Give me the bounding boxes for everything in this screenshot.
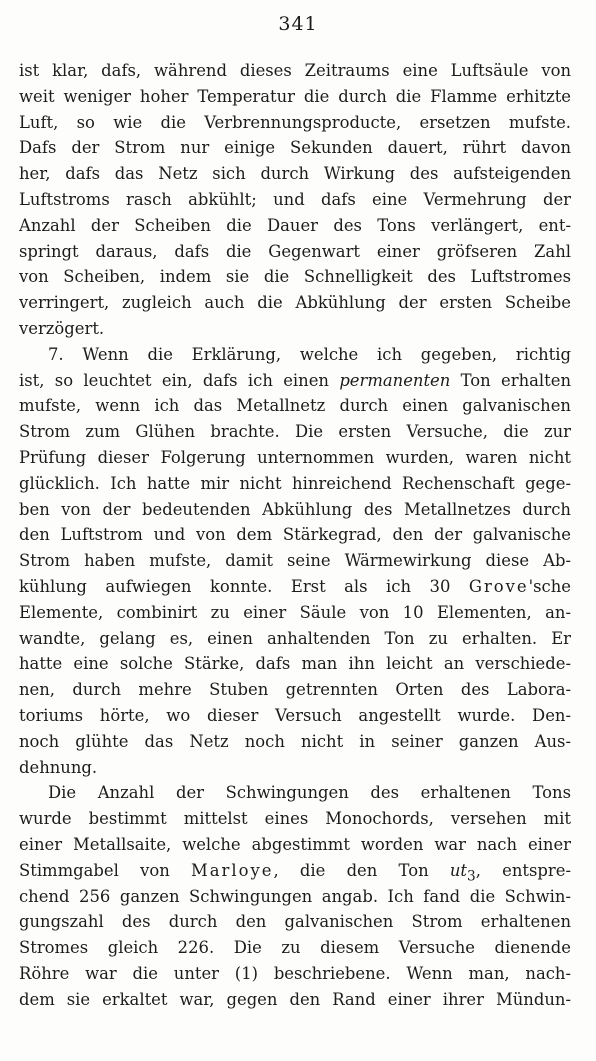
- text-line: wurde bestimmt mittelst eines Monochords, versehen mit: [19, 809, 571, 829]
- text-line: einer Metallsaite, welche abgestimmt worden war nach einer: [19, 834, 571, 854]
- text-line: mufste, wenn ich das Metallnetz durch einen galvanischen: [19, 396, 571, 416]
- text-line: [19, 368, 571, 394]
- text-line: springt daraus, dafs die Gegenwart einer gröfseren Zahl: [19, 241, 571, 261]
- text-line: Röhre war die unter (1) beschriebene. Wenn man, nach-: [19, 963, 571, 983]
- text-line: nen, durch mehre Stuben getrennten Orten des Labora-: [19, 680, 571, 700]
- text-line: Stromes gleich 226. Die zu diesem Versuche dienende: [19, 938, 571, 958]
- emphasized-word: permanenten: [339, 370, 451, 390]
- text-line: Strom haben mufste, damit seine Wärmewirkung diese Ab-: [19, 551, 571, 571]
- text-line: Luft, so wie die Verbrennungsproducte, ersetzen mufste.: [19, 112, 571, 132]
- text-line: Elemente, combinirt zu einer Säule von 10 Elementen, an-: [19, 602, 571, 622]
- text-fragment: , entspre-: [475, 860, 571, 880]
- text-fragment: 'sche: [528, 576, 571, 596]
- text-line: wandte, gelang es, einen anhaltenden Ton zu erhalten. Er: [19, 628, 571, 648]
- text-line: Dafs der Strom nur einige Sekunden dauert, rührt davon: [19, 138, 571, 158]
- body-text: [19, 58, 571, 1012]
- text-line: Anzahl der Scheiben die Dauer des Tons verlängert, ent-: [19, 215, 571, 235]
- text-fragment: Stimmgabel von: [19, 860, 170, 880]
- text-line: dem sie erkaltet war, gegen den Rand einer ihrer Mündun-: [19, 989, 571, 1009]
- text-fragment: Ton erhalten: [450, 370, 571, 390]
- text-line: von Scheiben, indem sie die Schnelligkeit des Luftstromes: [19, 267, 571, 287]
- text-line: hatte eine solche Stärke, dafs man ihn leicht an verschiede-: [19, 654, 571, 674]
- text-line: [19, 858, 571, 884]
- text-line: Strom zum Glühen brachte. Die ersten Versuche, die zur: [19, 422, 571, 442]
- text-line: noch glühte das Netz noch nicht in seiner ganzen Aus-: [19, 731, 571, 751]
- text-line: [19, 574, 571, 600]
- text-fragment: ist, so leuchtet ein, dafs ich einen: [19, 370, 340, 390]
- text-line: weit weniger hoher Temperatur die durch die Flamme erhitzte: [19, 86, 571, 106]
- text-line: Prüfung dieser Folgerung unternommen wurden, waren nicht: [19, 447, 571, 467]
- text-fragment: , die den Ton: [273, 860, 450, 880]
- spaced-name: Marloye: [191, 860, 274, 880]
- text-line: gungszahl des durch den galvanischen Strom erhaltenen: [19, 912, 571, 932]
- note-subscript: 3: [467, 867, 476, 884]
- text-line: glücklich. Ich hatte mir nicht hinreichend Rechenschaft gege-: [19, 473, 571, 493]
- text-line: ben von der bedeutenden Abkühlung des Metallnetzes durch: [19, 499, 571, 519]
- text-line: her, dafs das Netz sich durch Wirkung des aufsteigenden: [19, 164, 571, 184]
- text-line: den Luftstrom und von dem Stärkegrad, den der galvanische: [19, 525, 571, 545]
- paragraph-end-line: dehnung.: [19, 757, 98, 777]
- text-line: verringert, zugleich auch die Abkühlung der ersten Scheibe: [19, 293, 571, 313]
- paragraph-start-line: Die Anzahl der Schwingungen des erhaltenen Tons: [48, 783, 571, 803]
- text-line: Luftstroms rasch abkühlt; und dafs eine Vermehrung der: [19, 189, 571, 209]
- text-line: toriums hörte, wo dieser Versuch angestellt wurde. Den-: [19, 705, 571, 725]
- section-start-line: 7. Wenn die Erklärung, welche ich gegeben, richtig: [48, 344, 571, 364]
- paragraph-end-line: verzögert.: [19, 318, 105, 338]
- spaced-name: Grove: [468, 576, 529, 596]
- text-line: chend 256 ganzen Schwingungen angab. Ich fand die Schwin-: [19, 886, 571, 906]
- note-name: ut: [449, 860, 468, 880]
- text-line: ist klar, dafs, während dieses Zeitraums eine Luftsäule von: [19, 61, 571, 80]
- text-fragment: kühlung aufwiegen konnte. Erst als ich 30: [19, 576, 451, 596]
- page-number: 341: [278, 13, 318, 35]
